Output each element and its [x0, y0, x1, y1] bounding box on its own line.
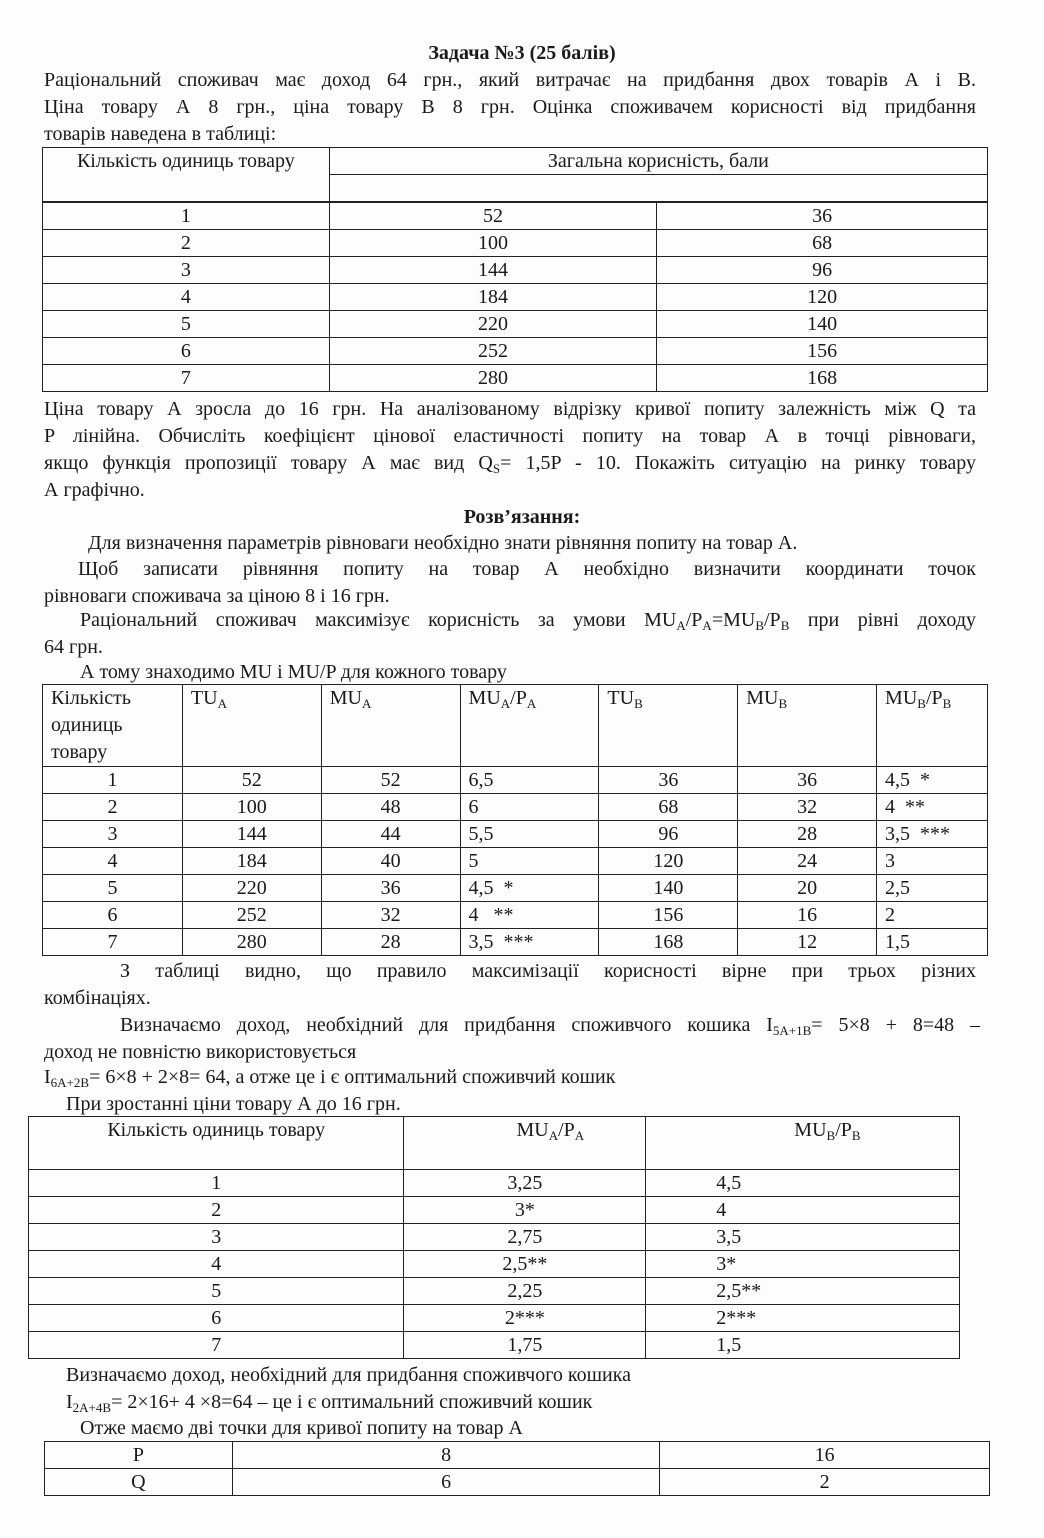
table-cell: 3*: [404, 1197, 646, 1224]
condition-line: [44, 450, 976, 477]
table-cell: 252: [329, 338, 657, 365]
paragraph-line: доход не повністю використовується: [44, 1041, 357, 1063]
table-cell: 280: [182, 929, 321, 956]
table-cell: 7: [43, 929, 183, 956]
table-cell: 6,5: [460, 767, 599, 794]
intro-line: Раціональний споживач має доход 64 грн., який витрачає на придбання двох товарів А і В.: [44, 69, 976, 91]
table-cell: 36: [599, 767, 738, 794]
qty-header: Кількість одиниць товару: [43, 148, 330, 202]
income-text: = 2×16+ 4 ×8=64 – це і є оптимальний споживчий кошик: [111, 1391, 593, 1413]
table-cell: 52: [321, 767, 460, 794]
table-row: [29, 1251, 960, 1278]
new-price-table: [28, 1116, 960, 1359]
intro-paragraph: [44, 67, 976, 148]
income3-line1: Визначаємо доход, необхідний для придбання споживчого кошика: [66, 1364, 631, 1386]
table-cell: 52: [182, 767, 321, 794]
table-cell: 156: [657, 338, 988, 365]
basket-sub: 2A+4B: [72, 1400, 112, 1415]
table-cell: 36: [657, 203, 988, 230]
table-row: [29, 1224, 960, 1251]
table-cell: 20: [738, 875, 877, 902]
table-cell: 280: [329, 365, 657, 392]
table-cell: 168: [599, 929, 738, 956]
table-cell: 3*: [646, 1251, 960, 1278]
table-cell: 100: [182, 794, 321, 821]
table-cell: 68: [599, 794, 738, 821]
solution-p3: [44, 607, 976, 661]
sub-b: B: [851, 1128, 861, 1143]
table-row: [45, 1469, 990, 1496]
sub-a: A: [217, 696, 227, 711]
sub-a: A: [361, 696, 372, 711]
table-cell: 7: [29, 1332, 404, 1359]
mup-b-header: [877, 685, 988, 767]
intro-line: товарів наведена в таблиці:: [44, 123, 277, 145]
table-cell: 220: [182, 875, 321, 902]
supply-q: Q: [478, 452, 493, 474]
mu-a-header: [321, 685, 460, 767]
table-cell: 1: [43, 767, 183, 794]
tu-b-header: [599, 685, 738, 767]
table-row: [29, 1278, 960, 1305]
table-cell: 1: [43, 203, 330, 230]
table-cell: 220: [329, 311, 657, 338]
table-row: [45, 1442, 990, 1469]
sub-a: A: [526, 696, 537, 711]
table-cell: 36: [738, 767, 877, 794]
table-cell: 4: [646, 1197, 960, 1224]
table-row: [29, 1170, 960, 1197]
table-cell: 68: [657, 230, 988, 257]
table-cell: 2,5**: [646, 1278, 960, 1305]
table-row: [43, 794, 988, 821]
income-text: = 6×8 + 2×8= 64, а отже це і є оптимальний споживчий кошик: [89, 1066, 616, 1088]
table-row: [43, 338, 988, 365]
table-row: [29, 1332, 960, 1359]
table-cell: 6: [232, 1469, 660, 1496]
table-row: [43, 230, 988, 257]
table-cell: 1: [29, 1170, 404, 1197]
table-cell: 2: [877, 902, 988, 929]
sub-b: B: [780, 618, 790, 633]
p-text: /P: [925, 687, 943, 709]
table-cell: 2: [43, 230, 330, 257]
table-row: [43, 365, 988, 392]
sub-b: B: [755, 618, 764, 633]
table-cell: 48: [321, 794, 460, 821]
solution-line: рівноваги споживача за ціною 8 і 16 грн.: [44, 585, 390, 607]
mu-text: MU: [468, 687, 501, 709]
table-cell: 4,5 *: [877, 767, 988, 794]
table-row: [43, 875, 988, 902]
table-cell: 32: [321, 902, 460, 929]
table-cell: 2: [29, 1197, 404, 1224]
condition-line: А графічно.: [44, 479, 145, 501]
i-text: I: [66, 1391, 73, 1413]
table-cell: 96: [657, 257, 988, 284]
table-cell: 2,25: [404, 1278, 646, 1305]
income2-line: [44, 1064, 615, 1091]
mu-b-header: [738, 685, 877, 767]
income3-line2: [66, 1389, 592, 1416]
table-cell: 1,75: [404, 1332, 646, 1359]
table-cell: 1,5: [877, 929, 988, 956]
sub-b: B: [826, 1128, 836, 1143]
empty-subheader: [329, 175, 987, 202]
income1-paragraph: [44, 1012, 980, 1066]
table-cell: 2***: [404, 1305, 646, 1332]
table-cell: 3,5 ***: [460, 929, 599, 956]
after-text: при рівні доходу: [789, 609, 976, 631]
demand-points-table: [44, 1441, 990, 1496]
table-cell: 6: [29, 1305, 404, 1332]
table-cell: 24: [738, 848, 877, 875]
table-cell: 144: [182, 821, 321, 848]
table-cell: 5: [29, 1278, 404, 1305]
solution-line: [44, 607, 976, 634]
tu-text: TU: [607, 687, 635, 709]
table-cell: 120: [599, 848, 738, 875]
condition-line: Ціна товару А зросла до 16 грн. На аналізованому відрізку кривої попиту залежність між Q та: [44, 398, 976, 420]
solution-line: Щоб записати рівняння попиту на товар А необхідно визначити координати точок: [78, 558, 976, 580]
mup-a-header: [404, 1117, 646, 1170]
total-utility-header: Загальна корисність, бали: [329, 148, 987, 175]
basket-sub: 6A+2B: [50, 1075, 90, 1090]
table-cell: 3: [43, 821, 183, 848]
table-row: [43, 929, 988, 956]
condition-text: якщо функція пропозиції товару А має вид: [44, 452, 465, 474]
solution-line: 64 грн.: [44, 636, 103, 658]
table-cell: 6: [460, 794, 599, 821]
table-cell: 184: [329, 284, 657, 311]
table-cell: 168: [657, 365, 988, 392]
table-cell: 252: [182, 902, 321, 929]
table-cell: 16: [660, 1442, 990, 1469]
income-text: Визначаємо доход, необхідний для придбання споживчого кошика I: [120, 1014, 773, 1036]
mu-text: MU: [516, 1119, 549, 1141]
table-cell: 120: [657, 284, 988, 311]
tu-a-header: [182, 685, 321, 767]
table-cell: 184: [182, 848, 321, 875]
p-text: /P: [835, 1119, 852, 1141]
sub-b: B: [778, 696, 788, 711]
paragraph-line: комбінаціях.: [44, 987, 151, 1009]
table-cell: 16: [738, 902, 877, 929]
table-cell: 3: [877, 848, 988, 875]
table-cell: 3,5: [646, 1224, 960, 1251]
mup-b-header: [646, 1117, 960, 1170]
table-cell: 1,5: [646, 1332, 960, 1359]
p-text: /P: [558, 1119, 575, 1141]
table-cell: 4: [29, 1251, 404, 1278]
solution-p1: Для визначення параметрів рівноваги необхідно знати рівняння попиту на товар А.: [88, 532, 798, 554]
price-rise-line: При зростанні ціни товару А до 16 грн.: [66, 1093, 401, 1115]
table-cell: 5,5: [460, 821, 599, 848]
table-row: [43, 767, 988, 794]
table-cell: 12: [738, 929, 877, 956]
two-points-line: Отже маємо дві точки для кривої попиту на товар А: [80, 1417, 523, 1439]
table-cell: 4,5 *: [460, 875, 599, 902]
table-row: [43, 821, 988, 848]
table-row: [43, 848, 988, 875]
solution-header: Розв’язання:: [463, 506, 581, 528]
table-cell: 36: [321, 875, 460, 902]
table-cell: 2: [660, 1469, 990, 1496]
table-cell: 52: [329, 203, 657, 230]
table-row: [43, 203, 988, 230]
table-cell: 140: [599, 875, 738, 902]
after-table2-paragraph: [44, 958, 976, 1012]
p-text: /P: [764, 609, 781, 631]
table-cell: 40: [321, 848, 460, 875]
table-cell: 100: [329, 230, 657, 257]
table-cell: 6: [43, 338, 330, 365]
sub-a: A: [500, 696, 511, 711]
table-cell: 7: [43, 365, 330, 392]
table-cell: 4: [43, 284, 330, 311]
sub-a: A: [548, 1128, 559, 1143]
table-cell: 3: [29, 1224, 404, 1251]
table-cell: 2,75: [404, 1224, 646, 1251]
table-cell: 3,25: [404, 1170, 646, 1197]
qty-header: Кількість одиниць товару: [43, 685, 183, 767]
table-cell: 5: [43, 875, 183, 902]
qty-header: Кількість одиниць товару: [29, 1117, 404, 1170]
table-row: [43, 902, 988, 929]
mu-text: MU: [746, 687, 779, 709]
table-cell: P: [45, 1442, 233, 1469]
basket-sub: 5A+1B: [772, 1023, 812, 1038]
table-cell: 3: [43, 257, 330, 284]
table-cell: 2***: [646, 1305, 960, 1332]
table-cell: 3,5 ***: [877, 821, 988, 848]
sub-b: B: [634, 696, 643, 711]
paragraph-line: [44, 1012, 980, 1039]
p-text: /P: [685, 609, 703, 631]
table-cell: 4,5: [646, 1170, 960, 1197]
sub-a: A: [702, 618, 712, 633]
table-row: [43, 311, 988, 338]
table-cell: 140: [657, 311, 988, 338]
supply-sub: S: [492, 461, 501, 476]
table-cell: 28: [321, 929, 460, 956]
mup-a-header: [460, 685, 599, 767]
table-cell: 44: [321, 821, 460, 848]
table-cell: 4 **: [460, 902, 599, 929]
table-cell: 5: [43, 311, 330, 338]
intro-line: Ціна товару А 8 грн., ціна товару В 8 грн. Оцінка споживачем корисності від придбання: [44, 96, 976, 118]
table-cell: 2: [43, 794, 183, 821]
table-cell: 2,5**: [404, 1251, 646, 1278]
table-cell: Q: [45, 1469, 233, 1496]
paragraph-line: З таблиці видно, що правило максимізації корисності вірне при трьох різних: [120, 960, 976, 982]
sub-b: B: [942, 696, 952, 711]
table-row: [43, 257, 988, 284]
solution-p4: А тому знаходимо MU і MU/P для кожного товару: [80, 661, 507, 683]
marginal-utility-table: [42, 684, 988, 956]
sub-b: B: [917, 696, 926, 711]
mu-text: MU: [885, 687, 918, 709]
i-text: I: [44, 1066, 51, 1088]
sub-a: A: [676, 618, 686, 633]
utility-table: [42, 147, 988, 392]
table-cell: 5: [460, 848, 599, 875]
table-cell: 4 **: [877, 794, 988, 821]
income-text: = 5×8 + 8=48 –: [811, 1014, 980, 1036]
table-row: [29, 1305, 960, 1332]
table-cell: 28: [738, 821, 877, 848]
table-cell: 156: [599, 902, 738, 929]
condition-line: P лінійна. Обчисліть коефіцієнт цінової еластичності попиту на товар А в точці рівноваги,: [44, 425, 976, 447]
solution-p2: [44, 556, 976, 610]
table-cell: 144: [329, 257, 657, 284]
problem-title: Задача №3 (25 балів): [428, 42, 616, 64]
sub-a: A: [574, 1128, 585, 1143]
table-row: [43, 284, 988, 311]
eq-text: =MU: [711, 609, 756, 631]
mu-text: MU: [329, 687, 362, 709]
table-cell: 6: [43, 902, 183, 929]
tu-text: TU: [190, 687, 218, 709]
mu-text: MU: [794, 1119, 827, 1141]
condition-paragraph: [44, 396, 976, 504]
p-text: /P: [510, 687, 527, 709]
table-cell: 8: [232, 1442, 660, 1469]
table-cell: 2,5: [877, 875, 988, 902]
supply-rest: = 1,5P - 10. Покажіть ситуацію на ринку товару: [500, 452, 977, 474]
table-cell: 4: [43, 848, 183, 875]
table-cell: 96: [599, 821, 738, 848]
mu-text: Раціональний споживач максимізує корисність за умови MU: [80, 609, 677, 631]
table-cell: 32: [738, 794, 877, 821]
table-row: [29, 1197, 960, 1224]
